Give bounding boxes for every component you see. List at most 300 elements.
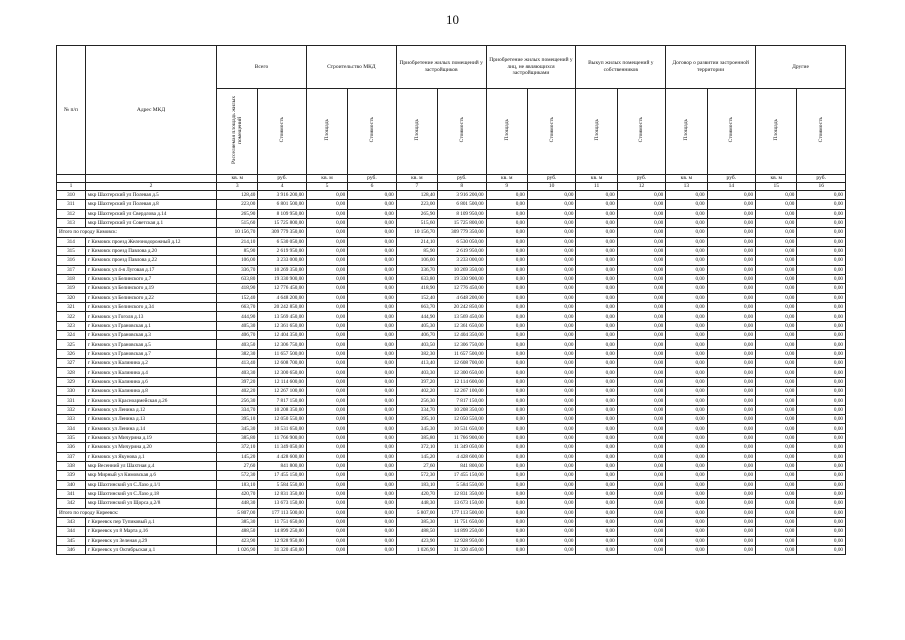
zero-cost-cell: 0,00 (797, 190, 846, 199)
developer-area-cell: 488,50 (396, 527, 437, 536)
developer-area-cell: 444,90 (396, 312, 437, 321)
total-area-cell: 397,20 (217, 377, 258, 386)
unit-cell: кв. м (396, 174, 437, 182)
zero-cost-cell: 0,00 (617, 340, 666, 349)
table-row (57, 461, 846, 470)
total-area-cell: 256,30 (217, 396, 258, 405)
total-cost-cell: 3 916 200,00 (258, 190, 307, 199)
address-cell: г Кимовск ул Грановская д.7 (85, 349, 216, 358)
developer-cost-cell: 20 242 850,00 (438, 303, 487, 312)
zero-area-cell: 0,00 (756, 340, 797, 349)
developer-cost-cell: 11 657 500,00 (438, 349, 487, 358)
zero-cost-cell: 0,00 (527, 274, 576, 283)
table-row (57, 274, 846, 283)
zero-area-cell: 0,00 (666, 461, 707, 470)
zero-area-cell: 0,00 (486, 452, 527, 461)
zero-cost-cell: 0,00 (707, 218, 756, 227)
zero-cost-cell: 0,00 (617, 517, 666, 526)
developer-area-cell: 403,30 (396, 368, 437, 377)
zero-area-cell: 0,00 (486, 293, 527, 302)
zero-area-cell: 0,00 (756, 517, 797, 526)
zero-area-cell: 0,00 (756, 415, 797, 424)
zero-area-cell: 0,00 (666, 321, 707, 330)
zero-cost-cell: 0,00 (707, 265, 756, 274)
construction-area-cell: 0,00 (306, 377, 347, 386)
total-area-cell: 372,10 (217, 443, 258, 452)
developer-cost-cell: 10 269 350,00 (438, 265, 487, 274)
total-area-cell: 265,90 (217, 209, 258, 218)
zero-area-cell: 0,00 (576, 443, 617, 452)
total-area-cell: 444,90 (217, 312, 258, 321)
zero-area-cell: 0,00 (486, 228, 527, 237)
total-cost-cell: 4 428 600,00 (258, 452, 307, 461)
developer-area-cell: 1 026,90 (396, 545, 437, 554)
construction-cost-cell: 0,00 (348, 499, 397, 508)
column-number: 15 (756, 182, 797, 190)
zero-area-cell: 0,00 (576, 200, 617, 209)
construction-area-cell: 0,00 (306, 265, 347, 274)
total-area-cell: 385,30 (217, 517, 258, 526)
construction-area-cell: 0,00 (306, 331, 347, 340)
zero-cost-cell: 0,00 (617, 443, 666, 452)
zero-area-cell: 0,00 (576, 190, 617, 199)
zero-area-cell: 0,00 (666, 415, 707, 424)
total-area-cell: 406,70 (217, 331, 258, 340)
developer-area-cell: 420,70 (396, 489, 437, 498)
total-area-cell: 515,60 (217, 218, 258, 227)
developer-area-cell: 572,30 (396, 471, 437, 480)
table-row (57, 218, 846, 227)
total-area-cell: 214,10 (217, 237, 258, 246)
table-row (57, 209, 846, 218)
zero-cost-cell: 0,00 (617, 312, 666, 321)
construction-cost-cell: 0,00 (348, 545, 397, 554)
zero-area-cell: 0,00 (666, 424, 707, 433)
address-cell: г Кимовск ул Грановская д.5 (85, 340, 216, 349)
developer-area-cell: 423,90 (396, 536, 437, 545)
zero-area-cell: 0,00 (666, 190, 707, 199)
construction-area-cell: 0,00 (306, 237, 347, 246)
zero-area-cell: 0,00 (576, 405, 617, 414)
zero-cost-cell: 0,00 (797, 443, 846, 452)
table-row (57, 480, 846, 489)
developer-cost-cell: 12 050 550,00 (438, 415, 487, 424)
zero-cost-cell: 0,00 (617, 359, 666, 368)
zero-cost-cell: 0,00 (707, 471, 756, 480)
zero-area-cell: 0,00 (486, 359, 527, 368)
developer-area-cell: 397,20 (396, 377, 437, 386)
construction-area-cell: 0,00 (306, 256, 347, 265)
construction-cost-cell: 0,00 (348, 368, 397, 377)
developer-area-cell: 152,40 (396, 293, 437, 302)
developer-area-cell: 145,20 (396, 452, 437, 461)
unit-cell: руб. (617, 174, 666, 182)
zero-area-cell: 0,00 (486, 387, 527, 396)
zero-area-cell: 0,00 (576, 321, 617, 330)
zero-area-cell: 0,00 (756, 274, 797, 283)
row-number: 330 (57, 387, 86, 396)
zero-cost-cell: 0,00 (797, 340, 846, 349)
zero-area-cell: 0,00 (576, 218, 617, 227)
construction-area-cell: 0,00 (306, 340, 347, 349)
developer-area-cell: 265,90 (396, 209, 437, 218)
subheader-cost: Стоимость (707, 89, 756, 175)
zero-area-cell: 0,00 (666, 349, 707, 358)
construction-cost-cell: 0,00 (348, 424, 397, 433)
developer-area-cell: 372,10 (396, 443, 437, 452)
zero-cost-cell: 0,00 (797, 256, 846, 265)
zero-cost-cell: 0,00 (707, 517, 756, 526)
total-area-cell: 5 807,00 (217, 508, 258, 517)
address-cell: г Кимовск ул Ленина д.12 (85, 405, 216, 414)
total-area-cell: 572,30 (217, 471, 258, 480)
zero-cost-cell: 0,00 (797, 424, 846, 433)
zero-area-cell: 0,00 (576, 415, 617, 424)
zero-cost-cell: 0,00 (797, 499, 846, 508)
zero-area-cell: 0,00 (756, 499, 797, 508)
address-cell: г Кимовск ул Мичурина д.19 (85, 433, 216, 442)
zero-cost-cell: 0,00 (617, 424, 666, 433)
zero-cost-cell: 0,00 (797, 265, 846, 274)
zero-cost-cell: 0,00 (617, 349, 666, 358)
developer-cost-cell: 14 899 250,00 (438, 527, 487, 536)
zero-cost-cell: 0,00 (527, 480, 576, 489)
zero-area-cell: 0,00 (756, 536, 797, 545)
total-cost-cell: 11 751 650,00 (258, 517, 307, 526)
total-cost-cell: 11 766 900,00 (258, 433, 307, 442)
zero-area-cell: 0,00 (576, 536, 617, 545)
row-number: 342 (57, 499, 86, 508)
address-cell: мкр Шахтерский ул Советская д.1 (85, 218, 216, 227)
total-area-cell: 403,50 (217, 340, 258, 349)
total-area-cell: 488,50 (217, 527, 258, 536)
zero-area-cell: 0,00 (576, 303, 617, 312)
zero-cost-cell: 0,00 (797, 461, 846, 470)
zero-area-cell: 0,00 (756, 190, 797, 199)
zero-area-cell: 0,00 (756, 480, 797, 489)
zero-area-cell: 0,00 (666, 274, 707, 283)
zero-cost-cell: 0,00 (617, 545, 666, 554)
zero-cost-cell: 0,00 (797, 368, 846, 377)
developer-cost-cell: 3 233 000,00 (438, 256, 487, 265)
zero-area-cell: 0,00 (666, 256, 707, 265)
table-row (57, 545, 846, 554)
zero-cost-cell: 0,00 (797, 303, 846, 312)
table-row (57, 246, 846, 255)
zero-area-cell: 0,00 (666, 359, 707, 368)
zero-area-cell: 0,00 (756, 489, 797, 498)
row-number: 329 (57, 377, 86, 386)
zero-cost-cell: 0,00 (617, 228, 666, 237)
construction-area-cell: 0,00 (306, 293, 347, 302)
construction-area-cell: 0,00 (306, 461, 347, 470)
developer-cost-cell: 12 306 750,00 (438, 340, 487, 349)
zero-cost-cell: 0,00 (617, 331, 666, 340)
construction-area-cell: 0,00 (306, 396, 347, 405)
construction-cost-cell: 0,00 (348, 517, 397, 526)
zero-area-cell: 0,00 (576, 387, 617, 396)
zero-area-cell: 0,00 (486, 377, 527, 386)
row-number: 337 (57, 452, 86, 461)
zero-cost-cell: 0,00 (527, 489, 576, 498)
zero-cost-cell: 0,00 (617, 293, 666, 302)
construction-cost-cell: 0,00 (348, 396, 397, 405)
developer-cost-cell: 4 428 600,00 (438, 452, 487, 461)
zero-area-cell: 0,00 (666, 443, 707, 452)
zero-area-cell: 0,00 (576, 517, 617, 526)
zero-cost-cell: 0,00 (707, 545, 756, 554)
table-row (57, 312, 846, 321)
construction-area-cell: 0,00 (306, 284, 347, 293)
developer-area-cell: 406,70 (396, 331, 437, 340)
construction-cost-cell: 0,00 (348, 508, 397, 517)
zero-cost-cell: 0,00 (617, 284, 666, 293)
zero-area-cell: 0,00 (486, 209, 527, 218)
zero-cost-cell: 0,00 (527, 359, 576, 368)
construction-cost-cell: 0,00 (348, 284, 397, 293)
total-cost-cell: 10 531 650,00 (258, 424, 307, 433)
zero-cost-cell: 0,00 (617, 377, 666, 386)
zero-area-cell: 0,00 (576, 480, 617, 489)
header-group-construction: Строительство МКД (306, 46, 396, 89)
total-area-cell: 385,80 (217, 433, 258, 442)
developer-area-cell: 385,30 (396, 517, 437, 526)
total-cost-cell: 11 657 500,00 (258, 349, 307, 358)
zero-area-cell: 0,00 (486, 190, 527, 199)
total-cost-cell: 4 648 200,00 (258, 293, 307, 302)
address-cell: мкр Шахтерский ул Свердлова д.14 (85, 209, 216, 218)
zero-area-cell: 0,00 (486, 256, 527, 265)
zero-area-cell: 0,00 (666, 312, 707, 321)
zero-cost-cell: 0,00 (707, 321, 756, 330)
zero-cost-cell: 0,00 (707, 209, 756, 218)
subtotal-row (57, 508, 846, 517)
zero-area-cell: 0,00 (666, 218, 707, 227)
zero-area-cell: 0,00 (576, 489, 617, 498)
zero-cost-cell: 0,00 (527, 517, 576, 526)
address-cell: г Кимовск ул 4-я Луговая д.17 (85, 265, 216, 274)
construction-cost-cell: 0,00 (348, 359, 397, 368)
zero-area-cell: 0,00 (576, 209, 617, 218)
total-cost-cell: 12 300 650,00 (258, 368, 307, 377)
zero-cost-cell: 0,00 (707, 349, 756, 358)
construction-area-cell: 0,00 (306, 536, 347, 545)
table-row (57, 471, 846, 480)
row-number: 332 (57, 405, 86, 414)
subheader-cost: Стоимость (348, 89, 397, 175)
construction-area-cell: 0,00 (306, 228, 347, 237)
subheader-area: Площадь (576, 89, 617, 175)
zero-area-cell: 0,00 (666, 265, 707, 274)
column-numbers-row (57, 182, 846, 190)
construction-area-cell: 0,00 (306, 274, 347, 283)
table-row (57, 265, 846, 274)
zero-cost-cell: 0,00 (797, 517, 846, 526)
zero-cost-cell: 0,00 (527, 246, 576, 255)
zero-area-cell: 0,00 (486, 405, 527, 414)
zero-area-cell: 0,00 (756, 545, 797, 554)
zero-area-cell: 0,00 (576, 265, 617, 274)
zero-area-cell: 0,00 (666, 405, 707, 414)
zero-cost-cell: 0,00 (527, 312, 576, 321)
zero-cost-cell: 0,00 (707, 433, 756, 442)
construction-area-cell: 0,00 (306, 218, 347, 227)
address-cell: мкр Шахтерский ул Полевая д.5 (85, 190, 216, 199)
zero-cost-cell: 0,00 (797, 387, 846, 396)
zero-cost-cell: 0,00 (527, 405, 576, 414)
zero-cost-cell: 0,00 (707, 424, 756, 433)
zero-cost-cell: 0,00 (797, 359, 846, 368)
zero-cost-cell: 0,00 (527, 527, 576, 536)
zero-cost-cell: 0,00 (617, 499, 666, 508)
zero-cost-cell: 0,00 (707, 387, 756, 396)
zero-area-cell: 0,00 (666, 237, 707, 246)
table-row (57, 190, 846, 199)
zero-area-cell: 0,00 (576, 256, 617, 265)
developer-cost-cell: 17 455 150,00 (438, 471, 487, 480)
zero-area-cell: 0,00 (486, 331, 527, 340)
developer-area-cell: 382,30 (396, 349, 437, 358)
total-area-cell: 633,80 (217, 274, 258, 283)
zero-area-cell: 0,00 (486, 480, 527, 489)
total-cost-cell: 12 776 450,00 (258, 284, 307, 293)
zero-cost-cell: 0,00 (707, 303, 756, 312)
zero-area-cell: 0,00 (666, 452, 707, 461)
table-row (57, 340, 846, 349)
zero-cost-cell: 0,00 (797, 246, 846, 255)
zero-cost-cell: 0,00 (797, 284, 846, 293)
developer-cost-cell: 13 673 150,00 (438, 499, 487, 508)
zero-area-cell: 0,00 (486, 461, 527, 470)
row-number: 335 (57, 433, 86, 442)
address-cell: г Кимовск проезд Павлова д.20 (85, 246, 216, 255)
developer-cost-cell: 2 619 950,00 (438, 246, 487, 255)
zero-cost-cell: 0,00 (707, 293, 756, 302)
zero-area-cell: 0,00 (576, 452, 617, 461)
construction-cost-cell: 0,00 (348, 527, 397, 536)
zero-cost-cell: 0,00 (797, 480, 846, 489)
developer-cost-cell: 12 404 350,00 (438, 331, 487, 340)
address-cell: г Кимовск ул Белинского д.22 (85, 293, 216, 302)
zero-area-cell: 0,00 (486, 443, 527, 452)
row-number: 345 (57, 536, 86, 545)
developer-area-cell: 418,90 (396, 284, 437, 293)
zero-cost-cell: 0,00 (707, 200, 756, 209)
zero-cost-cell: 0,00 (617, 489, 666, 498)
row-number: 333 (57, 415, 86, 424)
address-cell: г Киреевск ул Октябрьская д.1 (85, 545, 216, 554)
header-number: № п/п (57, 46, 86, 175)
zero-cost-cell: 0,00 (707, 368, 756, 377)
zero-area-cell: 0,00 (756, 452, 797, 461)
zero-cost-cell: 0,00 (527, 190, 576, 199)
construction-area-cell: 0,00 (306, 359, 347, 368)
table-row (57, 377, 846, 386)
zero-area-cell: 0,00 (756, 433, 797, 442)
developer-cost-cell: 10 531 650,00 (438, 424, 487, 433)
table-row (57, 415, 846, 424)
construction-area-cell: 0,00 (306, 200, 347, 209)
subheader-cost: Стоимость (527, 89, 576, 175)
row-number: 323 (57, 321, 86, 330)
column-number: 16 (797, 182, 846, 190)
zero-cost-cell: 0,00 (707, 452, 756, 461)
developer-cost-cell: 6 530 050,00 (438, 237, 487, 246)
zero-area-cell: 0,00 (756, 461, 797, 470)
address-cell: мкр Шахтинский ул Щорса д.2/8 (85, 499, 216, 508)
total-area-cell: 1 026,90 (217, 545, 258, 554)
zero-area-cell: 0,00 (486, 527, 527, 536)
row-number: 326 (57, 349, 86, 358)
zero-area-cell: 0,00 (666, 200, 707, 209)
developer-cost-cell: 4 648 200,00 (438, 293, 487, 302)
developer-cost-cell: 13 569 450,00 (438, 312, 487, 321)
zero-cost-cell: 0,00 (527, 209, 576, 218)
zero-cost-cell: 0,00 (797, 228, 846, 237)
zero-area-cell: 0,00 (666, 387, 707, 396)
construction-cost-cell: 0,00 (348, 461, 397, 470)
table-row (57, 293, 846, 302)
total-cost-cell: 10 208 350,00 (258, 405, 307, 414)
header-group-other: Другие (756, 46, 846, 89)
zero-cost-cell: 0,00 (707, 415, 756, 424)
column-number: 12 (617, 182, 666, 190)
zero-area-cell: 0,00 (486, 517, 527, 526)
unit-cell: кв. м (756, 174, 797, 182)
zero-cost-cell: 0,00 (527, 293, 576, 302)
zero-area-cell: 0,00 (486, 349, 527, 358)
column-number: 2 (85, 182, 216, 190)
table-row (57, 527, 846, 536)
zero-cost-cell: 0,00 (527, 499, 576, 508)
zero-area-cell: 0,00 (486, 218, 527, 227)
column-number: 10 (527, 182, 576, 190)
unit-cell: руб. (527, 174, 576, 182)
developer-area-cell: 448,30 (396, 499, 437, 508)
construction-cost-cell: 0,00 (348, 237, 397, 246)
row-number: 318 (57, 274, 86, 283)
column-number: 8 (438, 182, 487, 190)
total-area-cell: 106,00 (217, 256, 258, 265)
zero-area-cell: 0,00 (756, 443, 797, 452)
row-number: 343 (57, 517, 86, 526)
column-number: 1 (57, 182, 86, 190)
row-number: 336 (57, 443, 86, 452)
zero-cost-cell: 0,00 (617, 237, 666, 246)
total-cost-cell: 7 817 150,00 (258, 396, 307, 405)
zero-area-cell: 0,00 (666, 517, 707, 526)
developer-cost-cell: 5 584 550,00 (438, 480, 487, 489)
developer-area-cell: 402,20 (396, 387, 437, 396)
zero-cost-cell: 0,00 (797, 349, 846, 358)
zero-area-cell: 0,00 (576, 368, 617, 377)
zero-area-cell: 0,00 (756, 377, 797, 386)
subheader-area: Площадь (666, 89, 707, 175)
developer-cost-cell: 12 608 700,00 (438, 359, 487, 368)
developer-area-cell: 413,40 (396, 359, 437, 368)
zero-area-cell: 0,00 (576, 284, 617, 293)
address-cell: г Кимовск проезд Павлова д.22 (85, 256, 216, 265)
total-area-cell: 128,40 (217, 190, 258, 199)
total-area-cell: 336,70 (217, 265, 258, 274)
zero-cost-cell: 0,00 (797, 527, 846, 536)
zero-area-cell: 0,00 (756, 471, 797, 480)
zero-area-cell: 0,00 (486, 499, 527, 508)
zero-cost-cell: 0,00 (617, 190, 666, 199)
address-cell: г Кимовск ул Калинина д.4 (85, 368, 216, 377)
zero-area-cell: 0,00 (576, 461, 617, 470)
row-number: 324 (57, 331, 86, 340)
